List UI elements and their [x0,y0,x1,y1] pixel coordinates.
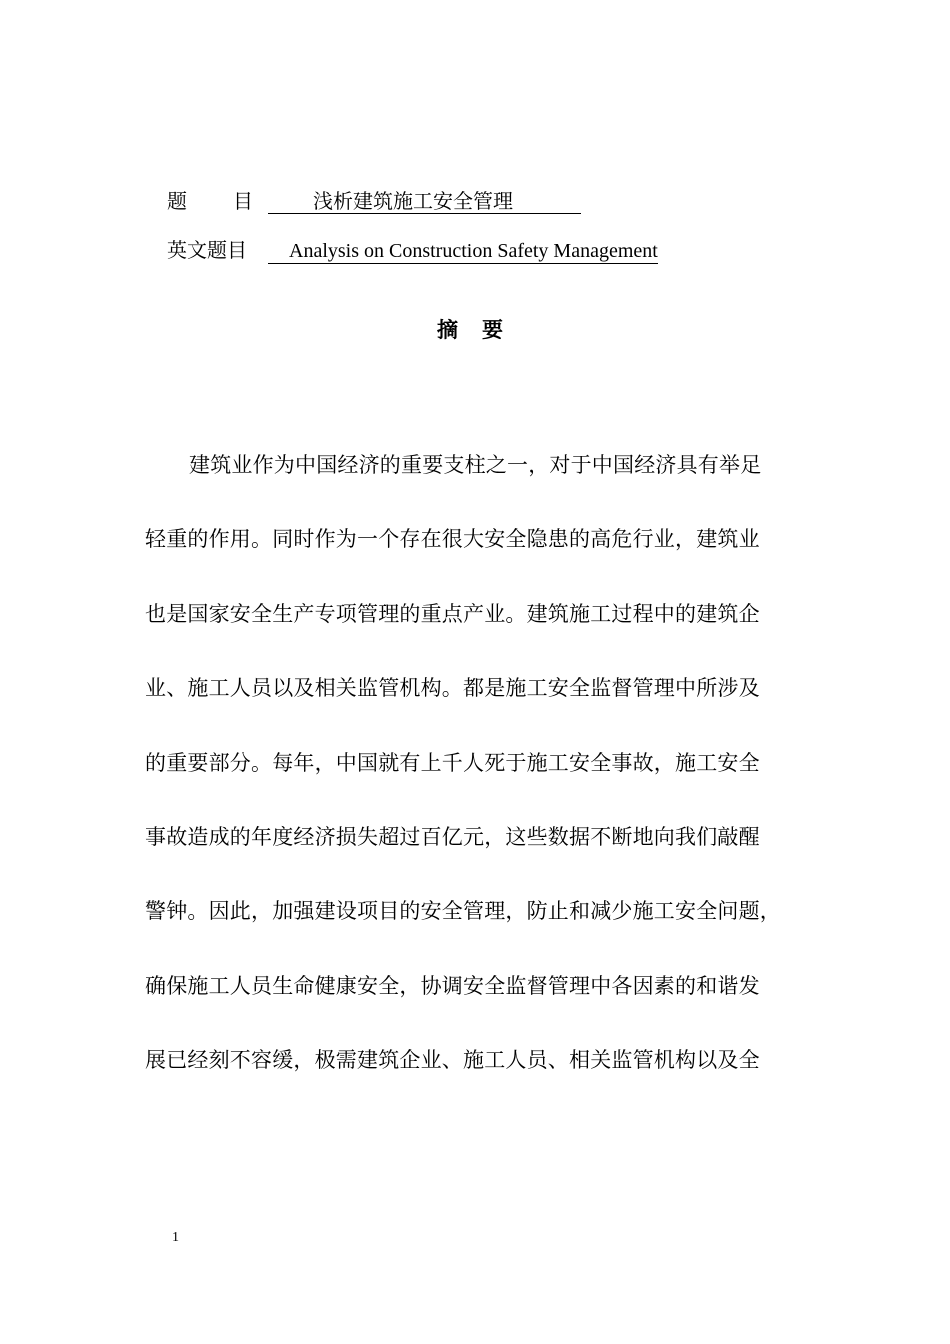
abstract-line: 也是国家安全生产专项管理的重点产业。建筑施工过程中的建筑企 [145,601,760,626]
title-label [167,188,268,214]
abstract-line: 建筑业作为中国经济的重要支柱之一，对于中国经济具有举足 [189,453,762,477]
page-number: 1 [172,1230,179,1245]
title-label-char-1: 题 [167,189,187,213]
abstract-line: 事故造成的年度经济损失超过百亿元，这些数据不断地向我们敲醒 [145,824,760,849]
english-title-value: Analysis on Construction Safety Management [268,239,658,264]
abstract-heading: 摘要 [437,317,527,342]
abstract-body [145,447,805,1117]
abstract-line: 轻重的作用。同时作为一个存在很大安全隐患的高危行业，建筑业 [145,527,760,552]
title-field-row [167,188,581,214]
title-label-char-2: 目 [233,189,253,213]
title-value: 浅析建筑施工安全管理 [268,189,581,214]
english-title-field-row [167,237,658,264]
abstract-line: 确保施工人员生命健康安全，协调安全监督管理中各因素的和谐发 [145,973,760,998]
abstract-line: 警钟。因此，加强建设项目的安全管理，防止和减少施工安全问题， [145,899,781,924]
english-title-label: 英文题目 [167,238,247,262]
abstract-line: 业、施工人员以及相关监管机构。都是施工安全监督管理中所涉及 [145,676,760,701]
abstract-line: 展已经刻不容缓，极需建筑企业、施工人员、相关监管机构以及全 [145,1048,760,1073]
abstract-line: 的重要部分。每年，中国就有上千人死于施工安全事故，施工安全 [145,750,760,775]
